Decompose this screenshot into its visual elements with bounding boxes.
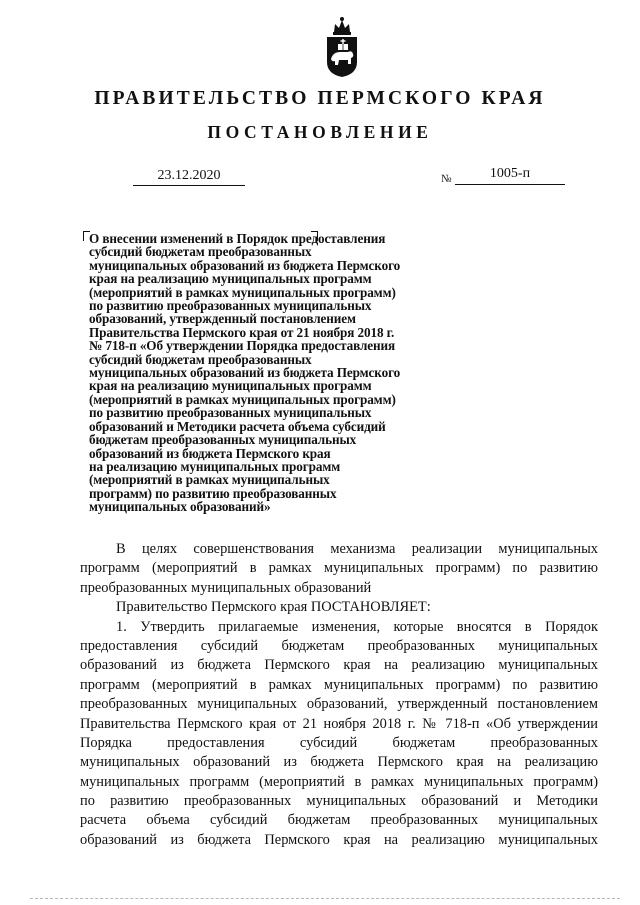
document-subject xyxy=(89,232,461,514)
subject-line: образований из бюджета Пермского края xyxy=(89,445,331,461)
subject-line: на реализацию муниципальных программ xyxy=(89,458,341,474)
subject-line: Правительства Пермского края от 21 ноября 2018 г. xyxy=(89,324,395,340)
body-line: по развитию преобразованных муниципальных образований и Методики xyxy=(80,793,598,810)
document-type: ПОСТАНОВЛЕНИЕ xyxy=(207,122,433,142)
body-line: программ (мероприятий в рамках муниципальных программ) по развитию xyxy=(80,676,598,693)
body-line: преобразованных муниципальных образований, утвержденный постановлением xyxy=(80,696,598,713)
body-line: Правительства Пермского края от 21 ноября 2018 г. № 718-п «Об утверждении xyxy=(80,715,598,732)
subject-line: (мероприятий в рамках муниципальных программ) xyxy=(89,391,396,407)
body-line: предоставления субсидий бюджетам преобразованных муниципальных xyxy=(80,637,598,654)
subject-line: края на реализацию муниципальных программ xyxy=(89,378,372,394)
document-body xyxy=(80,540,598,850)
body-line: Правительство Пермского края ПОСТАНОВЛЯЕТ: xyxy=(116,599,431,616)
subject-line: № 718-п «Об утверждении Порядка предоставления xyxy=(89,338,396,354)
subject-line: по развитию преобразованных муниципальных xyxy=(89,298,372,314)
subject-line: программ) по развитию преобразованных xyxy=(89,485,337,501)
number-sign: № xyxy=(441,173,452,185)
subject-line: муниципальных образований из бюджета Пермского xyxy=(89,365,401,381)
government-title: ПРАВИТЕЛЬСТВО ПЕРМСКОГО КРАЯ xyxy=(94,88,546,109)
body-line: муниципальных программ (мероприятий в рамках муниципальных программ) xyxy=(80,773,598,790)
subject-line: муниципальных образований» xyxy=(89,499,271,515)
scan-edge-artifact xyxy=(30,898,620,901)
subject-line: субсидий бюджетам преобразованных xyxy=(89,244,312,260)
body-line: муниципальных образований из бюджета Пермского края на реализацию xyxy=(80,754,598,771)
body-line: Порядка предоставления субсидий бюджетам преобразованных xyxy=(80,734,598,751)
body-line: В целях совершенствования механизма реализации муниципальных xyxy=(116,541,598,557)
subject-line: (мероприятий в рамках муниципальных xyxy=(89,472,330,488)
body-line: образований из бюджета Пермского края на реализацию муниципальных xyxy=(80,657,598,674)
document-date: 23.12.2020 xyxy=(133,167,245,186)
body-line: 1. Утвердить прилагаемые изменения, которые вносятся в Порядок xyxy=(116,618,598,635)
subject-line: субсидий бюджетам преобразованных xyxy=(89,351,312,367)
subject-line: образований, утвержденный постановлением xyxy=(89,311,356,327)
subject-line: муниципальных образований из бюджета Пермского xyxy=(89,257,401,273)
perm-krai-coat-of-arms-icon xyxy=(322,14,362,78)
body-line: образований из бюджета Пермского края на реализацию муниципальных xyxy=(80,831,598,848)
subject-line: по развитию преобразованных муниципальных xyxy=(89,405,372,421)
document-number: 1005-п xyxy=(455,165,565,185)
subject-line: края на реализацию муниципальных программ xyxy=(89,271,372,287)
body-line: преобразованных муниципальных образований xyxy=(80,579,372,596)
subject-line: О внесении изменений в Порядок предоставления xyxy=(89,231,386,246)
subject-line: бюджетам преобразованных муниципальных xyxy=(89,432,357,448)
subject-line: (мероприятий в рамках муниципальных программ) xyxy=(89,284,396,300)
body-line: расчета объема субсидий бюджетам преобразованных муниципальных xyxy=(80,812,598,829)
subject-line: образований и Методики расчета объема субсидий xyxy=(89,418,386,434)
body-line: программ (мероприятий в рамках муниципальных программ) по развитию xyxy=(80,560,598,577)
